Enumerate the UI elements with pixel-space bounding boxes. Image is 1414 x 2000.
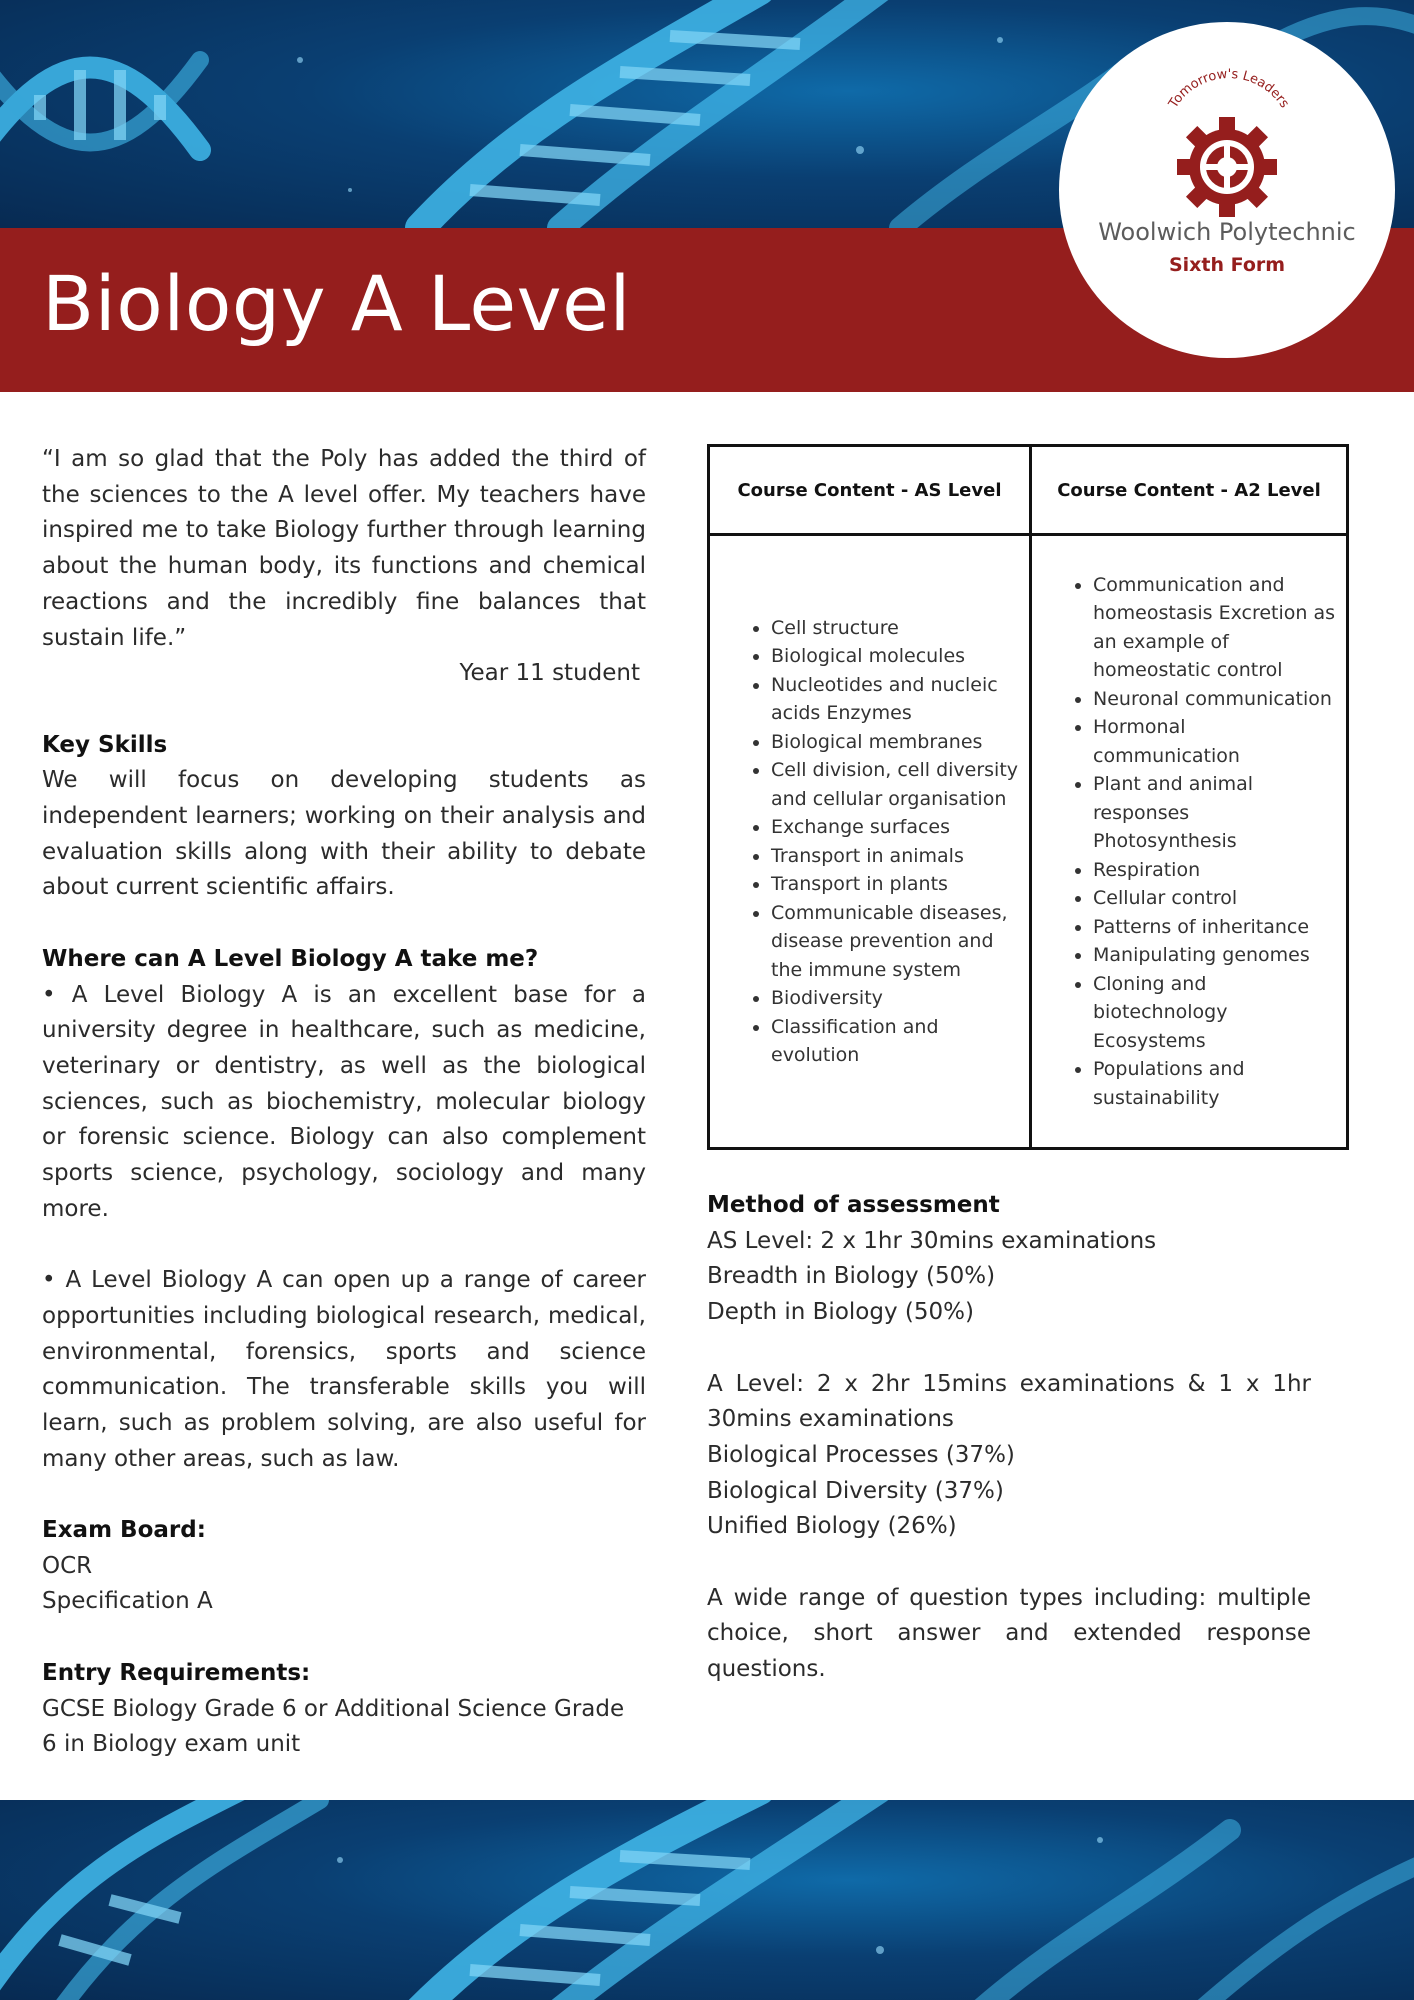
list-item: • Respiration (1093, 856, 1345, 885)
question-types-text: A wide range of question types including: multiple choice, short answer and extended response questions. (707, 1584, 1311, 1683)
assessment-line: Breadth in Biology (50%) (707, 1263, 996, 1290)
list-item: • Classification and evolution (771, 1013, 1028, 1070)
list-item: • Cell structure (771, 614, 1028, 643)
list-item: • Biodiversity (771, 984, 1028, 1013)
list-item: • Biological membranes (771, 728, 1028, 757)
svg-text:Tomorrow's Leaders (1166, 67, 1292, 112)
exam-board-heading: Exam Board: (42, 1517, 206, 1544)
logo-name: Woolwich Polytechnic (1098, 218, 1356, 246)
list-item: • Communication and homeostasis Excretion as an example of homeostatic control (1093, 571, 1345, 685)
where-paragraph-2: • A Level Biology A can open up a range of career opportunities including biological research, medical, environmental, forensics, sports and science communication. The transferable skills you will learn, such as problem solving, are also useful for many other areas, such as law. (42, 1267, 646, 1472)
a2-level-cell (1031, 535, 1348, 1149)
list-item: • Exchange surfaces (771, 813, 1028, 842)
assessment-section (707, 1188, 1311, 1688)
list-item: • Populations and sustainability (1093, 1055, 1345, 1112)
assessment-line: Unified Biology (26%) (707, 1513, 957, 1540)
list-item: • Patterns of inheritance (1093, 913, 1345, 942)
where-paragraph-1: • A Level Biology A is an excellent base for a university degree in healthcare, such as medicine, veterinary or dentistry, as well as the biological sciences, such as biochemistry, molecular biology or forensic science. Biology can also complement sports science, psychology, sociology and many more. (42, 981, 646, 1222)
entry-requirements-heading: Entry Requirements: (42, 1659, 311, 1686)
dna-helix-image (0, 1800, 1414, 2000)
entry-requirements-text: GCSE Biology Grade 6 or Additional Science Grade 6 in Biology exam unit (42, 1695, 625, 1758)
list-item: • Cloning and biotechnology Ecosystems (1093, 970, 1345, 1056)
course-content-table (707, 444, 1349, 1150)
list-item: • Nucleotides and nucleic acids Enzymes (771, 671, 1028, 728)
a2-level-header: Course Content - A2 Level (1031, 446, 1348, 535)
left-column (42, 442, 646, 1763)
assessment-line: Biological Diversity (37%) (707, 1477, 1004, 1504)
list-item: • Neuronal communication (1093, 685, 1345, 714)
logo-tagline: Tomorrow's Leaders (1166, 66, 1292, 111)
student-quote: “I am so glad that the Poly has added the third of the sciences to the A level offer. My teachers have inspired me to take Biology further through learning about the human body, its functions and chemical reactions and the incredibly fine balances that sustain life.” (42, 446, 646, 651)
list-item: • Communicable diseases, disease prevention and the immune system (771, 899, 1028, 985)
school-logo (1059, 22, 1395, 358)
footer-dna-banner (0, 1800, 1414, 2000)
page-title: Biology A Level (42, 259, 632, 348)
list-item: • Manipulating genomes (1093, 941, 1345, 970)
list-item: • Plant and animal responses Photosynthesis (1093, 770, 1345, 856)
a-level-exams: A Level: 2 x 2hr 15mins examinations & 1 x 1hr 30mins examinations (707, 1370, 1311, 1433)
exam-board-line: OCR (42, 1552, 93, 1579)
list-item: • Transport in animals (771, 842, 1028, 871)
exam-board-line: Specification A (42, 1588, 213, 1615)
assessment-line: Depth in Biology (50%) (707, 1299, 974, 1326)
assessment-heading: Method of assessment (707, 1192, 1000, 1218)
key-skills-text: We will focus on developing students as independent learners; working on their analysis and evaluation skills along with their ability to debate about current scientific affairs. (42, 767, 646, 901)
logo-subtitle: Sixth Form (1168, 254, 1286, 276)
as-level-list (711, 614, 1028, 1070)
quote-attribution: Year 11 student (459, 660, 640, 687)
as-level-header: Course Content - AS Level (709, 446, 1031, 535)
assessment-line: Biological Processes (37%) (707, 1441, 1015, 1468)
assessment-line: AS Level: 2 x 1hr 30mins examinations (707, 1227, 1157, 1254)
list-item: • Cell division, cell diversity and cellular organisation (771, 756, 1028, 813)
list-item: • Cellular control (1093, 884, 1345, 913)
key-skills-heading: Key Skills (42, 731, 168, 758)
gear-logo-icon (1059, 22, 1395, 358)
as-level-cell (709, 535, 1031, 1149)
list-item: • Biological molecules (771, 642, 1028, 671)
list-item: • Hormonal communication (1093, 713, 1345, 770)
a2-level-list (1033, 571, 1345, 1113)
where-heading: Where can A Level Biology A take me? (42, 945, 539, 972)
list-item: • Transport in plants (771, 870, 1028, 899)
